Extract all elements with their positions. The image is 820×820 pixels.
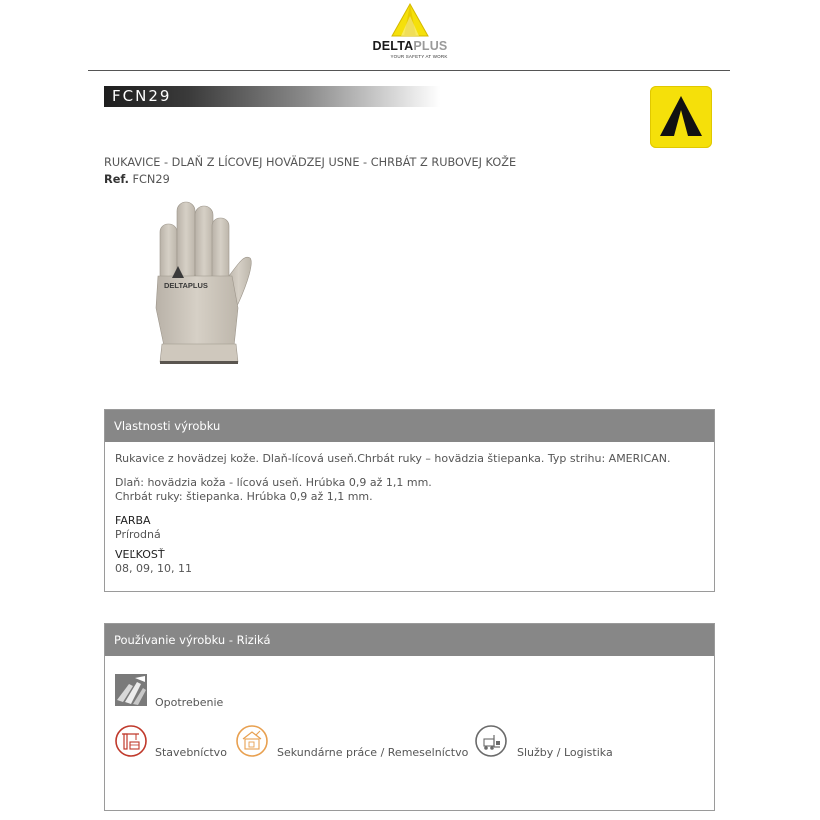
properties-summary: Rukavice z hovädzej kože. Dlaň-lícová useň.Chrbát ruky – hovädzia štiepanka. Typ strihu: AMERICAN.: [115, 452, 671, 465]
brand-logo: [350, 2, 470, 62]
ref-label: Ref.: [104, 173, 129, 186]
craftwork-icon: [236, 725, 268, 757]
delta-triangle-icon: [390, 2, 430, 38]
risk-label-craftwork: Sekundárne práce / Remeselníctvo: [277, 746, 469, 759]
brand-wordmark: DELTAPLUS: [372, 39, 448, 53]
product-description: RUKAVICE - DLAŇ Z LÍCOVEJ HOVÄDZEJ USNE - CHRBÁT Z RUBOVEJ KOŽE: [104, 156, 517, 169]
color-value: Prírodná: [115, 528, 161, 541]
header-divider: [88, 70, 730, 71]
product-properties-section: [104, 409, 715, 592]
product-usage-section: [104, 623, 715, 811]
construction-icon: [115, 725, 147, 757]
product-reference: [104, 173, 170, 186]
properties-title: Vlastnosti výrobku: [105, 410, 714, 442]
risk-label-construction: Stavebníctvo: [155, 746, 227, 759]
risk-label-abrasion: Opotrebenie: [155, 696, 224, 709]
risk-label-logistics: Služby / Logistika: [517, 746, 613, 759]
brand-tagline: YOUR SAFETY AT WORK: [390, 54, 448, 59]
product-code-banner: [104, 86, 440, 107]
abrasion-icon: [115, 674, 147, 706]
delta-badge-icon: [650, 86, 712, 148]
leather-glove-image: [140, 196, 260, 368]
product-code: FCN29: [112, 87, 172, 105]
color-label: FARBA: [115, 514, 151, 527]
size-value: 08, 09, 10, 11: [115, 562, 192, 575]
logistics-icon: [475, 725, 507, 757]
ref-value: FCN29: [132, 173, 170, 186]
properties-detail-back: Chrbát ruky: štiepanka. Hrúbka 0,9 až 1,1 mm.: [115, 490, 373, 503]
properties-detail-palm: Dlaň: hovädzia koža - lícová useň. Hrúbka 0,9 až 1,1 mm.: [115, 476, 432, 489]
glove-print-text: DELTAPLUS: [164, 281, 208, 290]
usage-title: Používanie výrobku - Riziká: [105, 624, 714, 656]
size-label: VEĽKOSŤ: [115, 548, 165, 561]
